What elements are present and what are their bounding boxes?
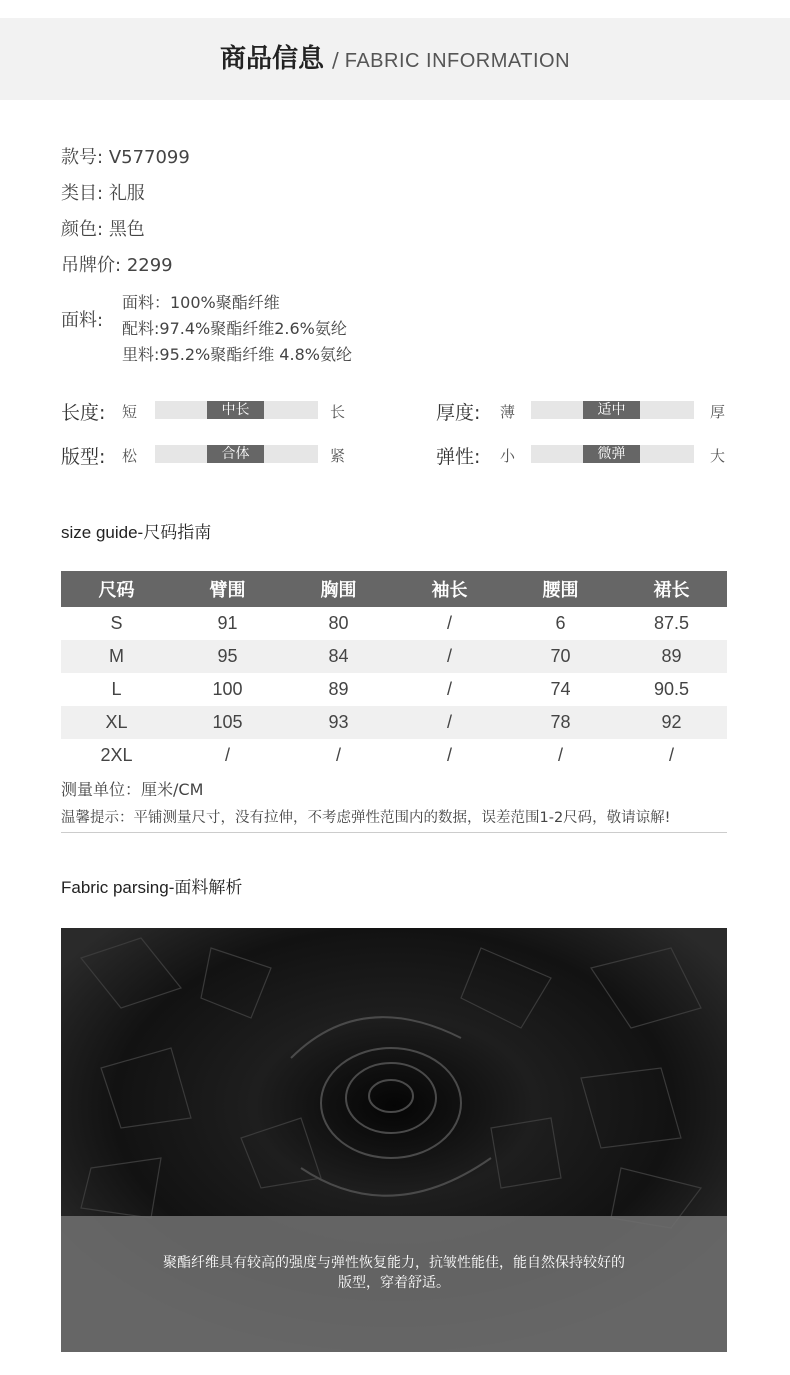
cell-bust: 89 bbox=[328, 679, 349, 699]
cell-arm: 100 bbox=[212, 679, 243, 699]
fabric-composition bbox=[122, 290, 352, 368]
fabric-main-line: 面料：100%聚酯纤维 bbox=[122, 293, 280, 312]
section-divider bbox=[61, 832, 727, 833]
cell-size: XL bbox=[61, 706, 172, 739]
fabric-caption-line1: 聚酯纤维具有较高的强度与弹性恢复能力，抗皱性能佳，能自然保持较好的 bbox=[163, 1255, 625, 1271]
cell-bust: 84 bbox=[283, 640, 394, 673]
attribute-label: 弹性: bbox=[436, 446, 481, 468]
color-value: 黑色 bbox=[108, 219, 145, 240]
cell-waist: 70 bbox=[505, 640, 616, 673]
table-row bbox=[61, 673, 727, 706]
style-number-value: V577099 bbox=[108, 147, 190, 168]
table-row bbox=[61, 706, 727, 739]
attribute-high: 紧 bbox=[330, 447, 346, 465]
cell-arm: / bbox=[224, 745, 230, 765]
color-row bbox=[61, 215, 145, 241]
color-label: 颜色: bbox=[61, 219, 104, 240]
attribute-label: 版型: bbox=[61, 446, 106, 468]
table-row bbox=[61, 640, 727, 673]
fabric-parsing-title bbox=[61, 873, 242, 898]
attribute-value-pill: 微弹 bbox=[583, 445, 640, 463]
table-row bbox=[61, 607, 727, 640]
cell-size: L bbox=[111, 679, 122, 699]
page-header bbox=[0, 18, 790, 100]
header-arm: 臂围 bbox=[172, 571, 283, 607]
fabric-lining-line: 里料:95.2%聚酯纤维 4.8%氨纶 bbox=[122, 345, 352, 364]
header-size: 尺码 bbox=[61, 571, 172, 607]
tip-note: 温馨提示：平铺测量尺寸，没有拉伸，不考虑弹性范围内的数据，误差范围1-2尺码，敬请谅解! bbox=[61, 810, 671, 826]
cell-waist: 74 bbox=[550, 679, 571, 699]
cell-skirt-length: 92 bbox=[616, 706, 727, 739]
cell-size: S bbox=[110, 613, 123, 633]
category-row bbox=[61, 179, 145, 205]
style-number-label: 款号: bbox=[61, 147, 104, 168]
fabric-parsing-title-en: Fabric parsing- bbox=[61, 878, 175, 897]
cell-bust: 80 bbox=[328, 613, 349, 633]
category-label: 类目: bbox=[61, 183, 104, 204]
price-value: 2299 bbox=[126, 255, 173, 276]
attribute-label: 厚度: bbox=[436, 402, 481, 424]
size-guide-title-en: size guide- bbox=[61, 523, 144, 542]
attribute-low: 小 bbox=[500, 447, 516, 465]
attribute-high: 大 bbox=[710, 447, 726, 465]
cell-arm: 91 bbox=[217, 613, 238, 633]
attribute-low: 松 bbox=[122, 447, 138, 465]
cell-arm: 95 bbox=[172, 640, 283, 673]
header-separator: / bbox=[331, 48, 339, 72]
style-number-row bbox=[61, 143, 190, 169]
cell-bust: / bbox=[335, 745, 341, 765]
cell-waist: 6 bbox=[555, 613, 566, 633]
cell-skirt-length: / bbox=[668, 745, 674, 765]
cell-waist: 78 bbox=[505, 706, 616, 739]
price-label: 吊牌价: bbox=[61, 255, 122, 276]
attribute-low: 薄 bbox=[500, 403, 516, 421]
fabric-photo bbox=[61, 928, 727, 1352]
cell-skirt-length: 87.5 bbox=[653, 613, 690, 633]
attribute-value-pill: 适中 bbox=[583, 401, 640, 419]
cell-size: M bbox=[61, 640, 172, 673]
attribute-low: 短 bbox=[122, 403, 138, 421]
attribute-value-pill: 中长 bbox=[207, 401, 264, 419]
cell-sleeve: / bbox=[394, 640, 505, 673]
cell-sleeve: / bbox=[446, 613, 452, 633]
fabric-caption-line2: 版型，穿着舒适。 bbox=[338, 1275, 450, 1291]
header-title-cn: 商品信息 bbox=[219, 44, 324, 74]
attribute-high: 长 bbox=[330, 403, 346, 421]
header-title-en: FABRIC INFORMATION bbox=[344, 50, 571, 72]
price-row bbox=[61, 251, 173, 277]
attribute-high: 厚 bbox=[710, 403, 726, 421]
header-skirt-length: 裙长 bbox=[616, 571, 727, 607]
header-bust: 胸围 bbox=[283, 571, 394, 607]
cell-skirt-length: 89 bbox=[616, 640, 727, 673]
size-table-header bbox=[61, 571, 727, 607]
cell-size: 2XL bbox=[100, 745, 133, 765]
cell-waist: / bbox=[557, 745, 563, 765]
cell-arm: 105 bbox=[172, 706, 283, 739]
attribute-value-pill: 合体 bbox=[207, 445, 264, 463]
header-waist: 腰围 bbox=[505, 571, 616, 607]
cell-skirt-length: 90.5 bbox=[653, 679, 690, 699]
cell-sleeve: / bbox=[446, 745, 452, 765]
cell-sleeve: / bbox=[394, 706, 505, 739]
table-row bbox=[61, 739, 727, 772]
fabric-caption bbox=[61, 1253, 727, 1293]
cell-bust: 93 bbox=[283, 706, 394, 739]
header-sleeve: 袖长 bbox=[394, 571, 505, 607]
unit-note: 测量单位：厘米/CM bbox=[61, 780, 204, 799]
size-guide-title-cn: 尺码指南 bbox=[143, 523, 212, 543]
fabric-trim-line: 配料:97.4%聚酯纤维2.6%氨纶 bbox=[122, 319, 347, 338]
size-guide-title bbox=[61, 518, 211, 543]
size-table bbox=[61, 571, 727, 772]
attribute-label: 长度: bbox=[61, 402, 106, 424]
fabric-label: 面料: bbox=[61, 310, 104, 331]
fabric-parsing-title-cn: 面料解析 bbox=[174, 878, 243, 898]
fabric-caption-overlay bbox=[61, 1216, 727, 1352]
category-value: 礼服 bbox=[108, 183, 145, 204]
cell-sleeve: / bbox=[446, 679, 452, 699]
